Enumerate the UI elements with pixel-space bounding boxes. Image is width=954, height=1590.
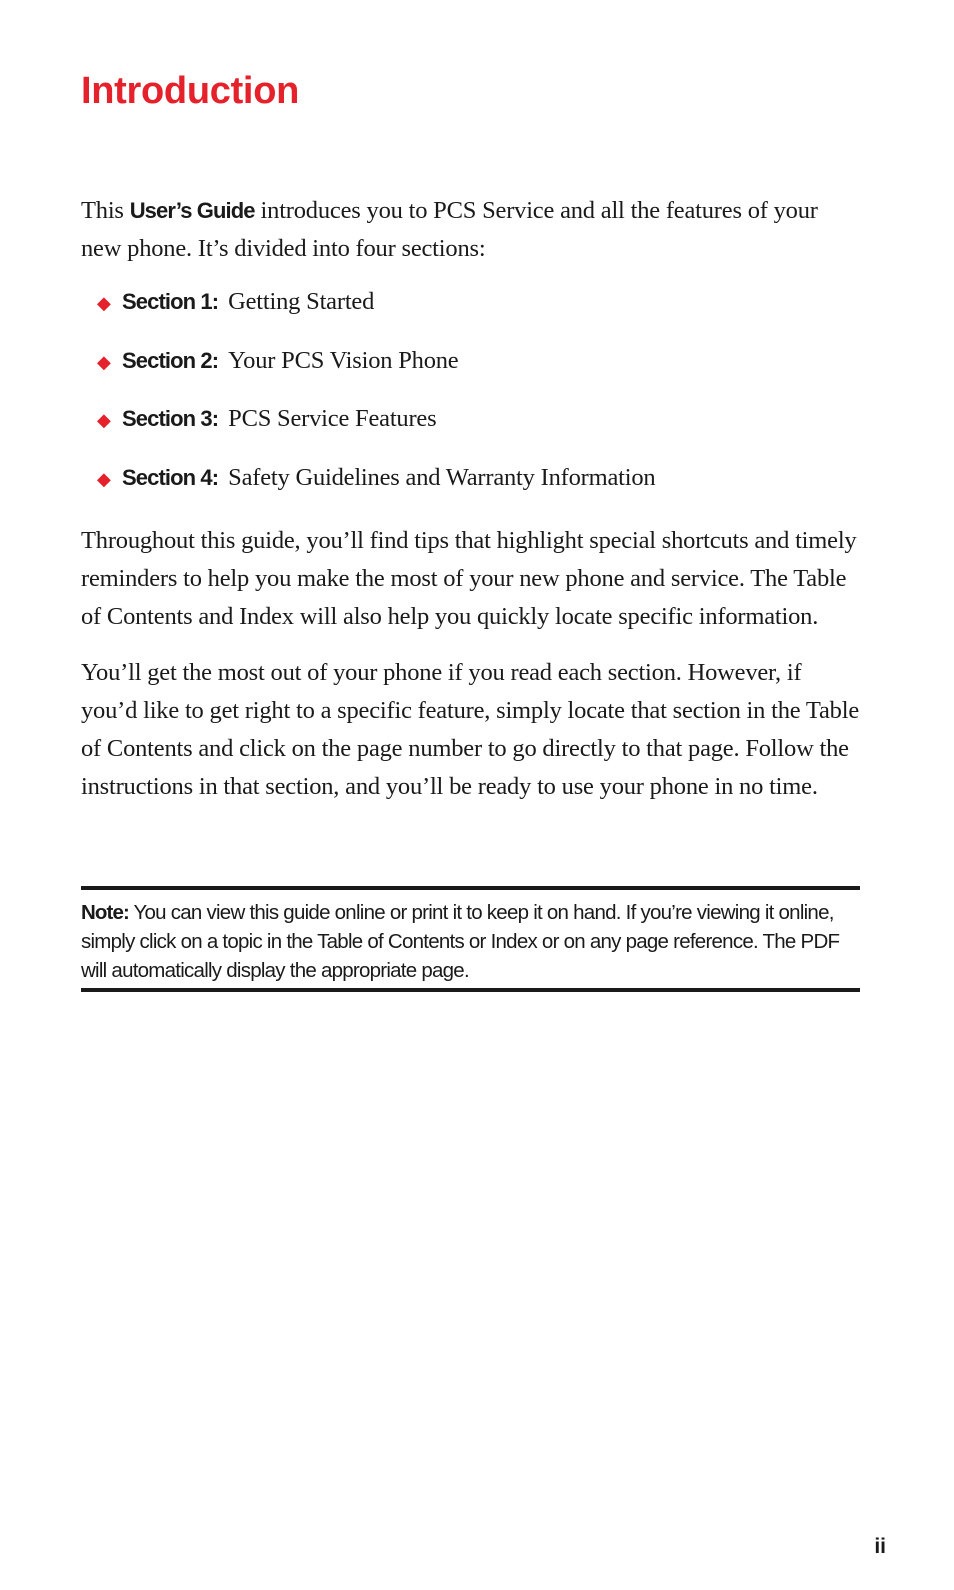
guide-name: User’s Guide <box>129 198 255 223</box>
section-text: Safety Guidelines and Warranty Information <box>228 463 656 491</box>
tips-paragraph: Throughout this guide, you’ll find tips that highlight special shortcuts and timely reminders to help you make the most of your new phone and service. The Table of Contents and Index will also help you quickly locate specific information. <box>81 527 857 630</box>
intro-lead: This <box>81 197 130 224</box>
note-text: You can view this guide online or print it to keep it on hand. If you’re viewing it online, simply click on a topic in the Table of Contents or Index or on any page reference. The PDF will automatically display the appropriate page. <box>81 901 840 982</box>
section-list <box>81 288 861 522</box>
section-label: Section 3: <box>122 406 219 431</box>
diamond-bullet-icon: ◆ <box>97 468 111 490</box>
section-label: Section 2: <box>122 347 219 373</box>
diamond-bullet-icon: ◆ <box>97 351 111 373</box>
diamond-bullet-icon: ◆ <box>97 293 111 314</box>
section-text: Your PCS Vision Phone <box>228 346 459 374</box>
section-item-2 <box>97 347 861 406</box>
section-item-1 <box>97 288 861 347</box>
section-text: PCS Service Features <box>228 405 437 432</box>
section-item-3 <box>97 405 861 464</box>
intro-paragraph <box>81 192 861 268</box>
page-title: Introduction <box>81 70 300 112</box>
section-label: Section 1: <box>122 289 219 314</box>
section-text: Getting Started <box>228 288 375 315</box>
reading-paragraph: You’ll get the most out of your phone if you read each section. However, if you’d like to get right to a specific feature, simply locate that section in the Table of Contents and click on the page number to go directly to that page. Follow the instructions in that section, and you’ll be ready to use your phone in no time. <box>81 659 859 800</box>
diamond-bullet-icon: ◆ <box>97 410 111 431</box>
section-label: Section 4: <box>122 464 219 490</box>
intro-rest: introduces you to PCS Service and all the features of your new phone. It’s divided into four sections: <box>81 197 818 262</box>
note-label: Note: <box>81 901 129 924</box>
note-box <box>81 886 860 992</box>
page-number: ii <box>874 1535 886 1558</box>
section-item-4 <box>97 464 861 523</box>
main-content <box>81 192 861 806</box>
